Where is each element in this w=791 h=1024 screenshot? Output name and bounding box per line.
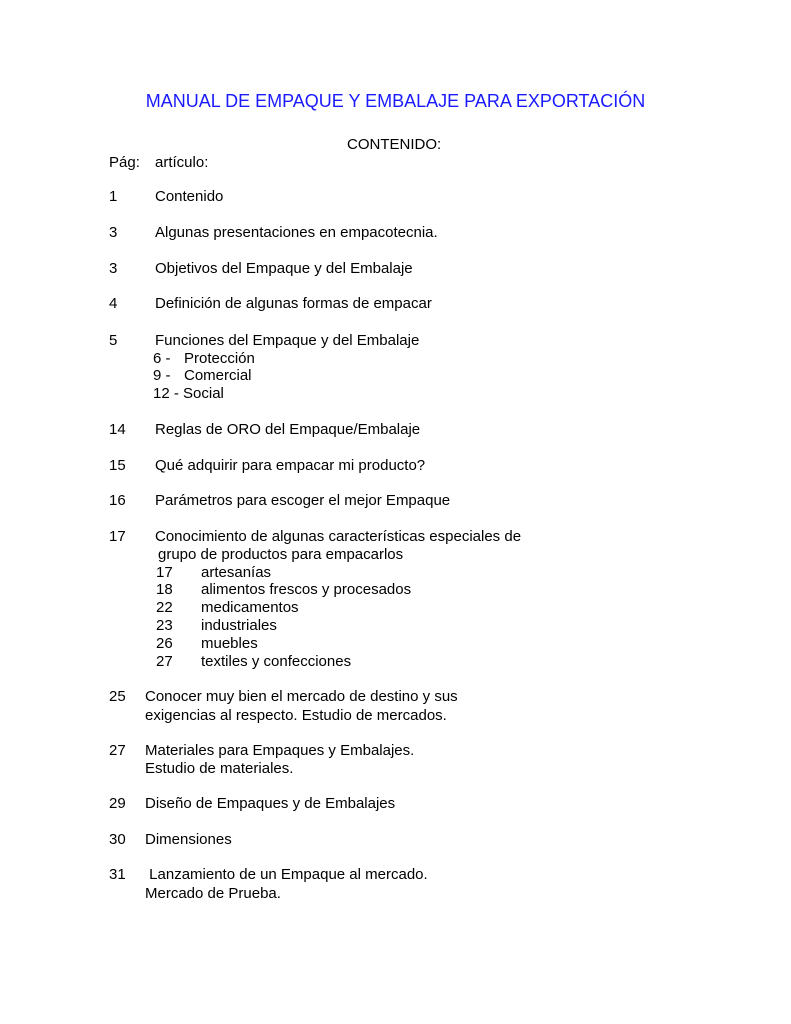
toc-page-number: 31 xyxy=(109,866,126,883)
toc-subitem-label: 22 xyxy=(156,599,173,616)
toc-entry-text: Contenido xyxy=(155,188,224,205)
toc-page-number: 3 xyxy=(109,260,118,277)
toc-entry-continuation: grupo de productos para empacarlos xyxy=(158,546,404,563)
toc-subitem-label: 12 - Social xyxy=(153,385,224,402)
page-title: MANUAL DE EMPAQUE Y EMBALAJE PARA EXPORTACIÓN xyxy=(145,91,646,111)
contents-heading: CONTENIDO: xyxy=(347,136,442,153)
toc-subitem-label: 18 xyxy=(156,581,173,598)
toc-page-number: 4 xyxy=(109,295,118,312)
toc-entry-text: Diseño de Empaques y de Embalajes xyxy=(145,795,396,812)
toc-subitem-label: 6 - xyxy=(153,350,171,367)
toc-subitem-text: artesanías xyxy=(201,564,272,581)
toc-page-number: 16 xyxy=(109,492,126,509)
toc-subitem-label: 26 xyxy=(156,635,173,652)
toc-page-number: 1 xyxy=(109,188,118,205)
toc-page-number: 30 xyxy=(109,831,126,848)
toc-subitem-text: medicamentos xyxy=(201,599,299,616)
toc-entry-text: Qué adquirir para empacar mi producto? xyxy=(155,457,426,474)
toc-entry-continuation: exigencias al respecto. Estudio de mercados. xyxy=(145,707,447,724)
toc-entry-text: Dimensiones xyxy=(145,831,232,848)
toc-page-number: 25 xyxy=(109,688,126,705)
toc-entry-text: Funciones del Empaque y del Embalaje xyxy=(155,332,420,349)
toc-page-number: 14 xyxy=(109,421,126,438)
toc-page-number: 5 xyxy=(109,332,118,349)
toc-entry-text: Algunas presentaciones en empacotecnia. xyxy=(155,224,438,241)
toc-entry-text: Materiales para Empaques y Embalajes. xyxy=(145,742,415,759)
toc-subitem-label: 27 xyxy=(156,653,173,670)
toc-entry-continuation: Estudio de materiales. xyxy=(145,760,294,777)
toc-entry-text: Parámetros para escoger el mejor Empaque xyxy=(155,492,451,509)
toc-entry-text: Conocer muy bien el mercado de destino y sus xyxy=(145,688,458,705)
toc-subitem-label: 23 xyxy=(156,617,173,634)
toc-entry-text: Objetivos del Empaque y del Embalaje xyxy=(155,260,413,277)
toc-page-number: 27 xyxy=(109,742,126,759)
toc-entry-text: Lanzamiento de un Empaque al mercado. xyxy=(145,866,428,883)
toc-subitem-label: 9 - xyxy=(153,367,171,384)
toc-subitem-text: Comercial xyxy=(184,367,252,384)
toc-subitem-label: 17 xyxy=(156,564,173,581)
toc-subitem-text: textiles y confecciones xyxy=(201,653,352,670)
column-header-article: artículo: xyxy=(155,154,209,171)
toc-entry-text: Definición de algunas formas de empacar xyxy=(155,295,432,312)
toc-entry-text: Conocimiento de algunas características especiales de xyxy=(155,528,522,545)
toc-page-number: 15 xyxy=(109,457,126,474)
toc-page-number: 3 xyxy=(109,224,118,241)
toc-subitem-text: Protección xyxy=(184,350,255,367)
toc-subitem-text: muebles xyxy=(201,635,258,652)
toc-subitem-text: industriales xyxy=(201,617,277,634)
toc-entry-text: Reglas de ORO del Empaque/Embalaje xyxy=(155,421,421,438)
toc-page-number: 29 xyxy=(109,795,126,812)
column-header-page: Pág: xyxy=(109,154,140,171)
toc-subitem-text: alimentos frescos y procesados xyxy=(201,581,412,598)
toc-page-number: 17 xyxy=(109,528,126,545)
toc-entry-continuation: Mercado de Prueba. xyxy=(145,885,281,902)
